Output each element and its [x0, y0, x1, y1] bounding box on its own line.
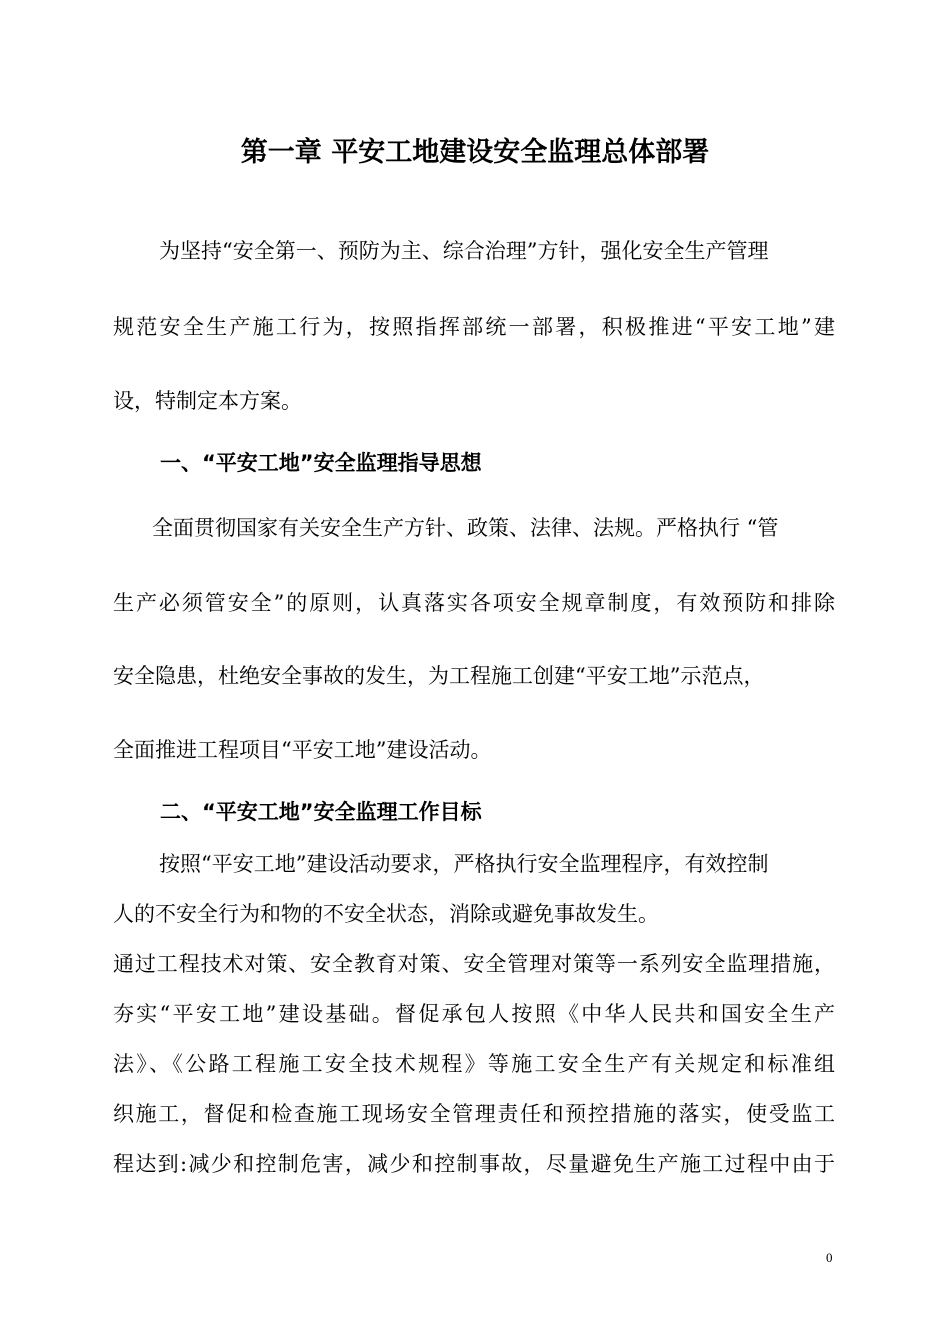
section-1-line-1: 全面贯彻国家有关安全生产方针、政策、法律、法规。严格执行 “管 [152, 516, 779, 540]
section-1-line-4: 全面推进工程项目“平安工地”建设活动。 [113, 738, 492, 762]
section-2-line-4: 夯实“平安工地”建设基础。督促承包人按照《中华人民共和国安全生产 [113, 1002, 835, 1026]
intro-line-3: 设，特制定本方案。 [113, 389, 302, 413]
section-1-line-3: 安全隐患，杜绝安全事故的发生，为工程施工创建“平安工地”示范点， [113, 664, 765, 688]
page-title: 第一章 平安工地建设安全监理总体部署 [240, 137, 710, 168]
section-2-line-5: 法》、《公路工程施工安全技术规程》等施工安全生产有关规定和标准组 [113, 1052, 835, 1076]
section-2-line-1: 按照“平安工地”建设活动要求，严格执行安全监理程序，有效控制 [159, 852, 769, 876]
intro-line-2: 规范安全生产施工行为，按照指挥部统一部署，积极推进“平安工地”建 [113, 315, 835, 339]
section-2-line-2: 人的不安全行为和物的不安全状态，消除或避免事故发生。 [113, 902, 659, 926]
section-2-heading: 二、“平安工地”安全监理工作目标 [160, 800, 482, 824]
section-2-line-6: 织施工，督促和检查施工现场安全管理责任和预控措施的落实，使受监工 [113, 1102, 835, 1126]
intro-line-1: 为坚持“安全第一、预防为主、综合治理”方针，强化安全生产管理 [159, 239, 769, 263]
section-1-line-2: 生产必须管安全”的原则，认真落实各项安全规章制度，有效预防和排除 [113, 591, 835, 615]
section-1-heading: 一、“平安工地”安全监理指导思想 [160, 451, 482, 475]
section-2-line-3: 通过工程技术对策、安全教育对策、安全管理对策等一系列安全监理措施， [113, 952, 835, 976]
section-2-line-7: 程达到:减少和控制危害，减少和控制事故，尽量避免生产施工过程中由于 [113, 1152, 835, 1176]
page-number: 0 [826, 1250, 833, 1265]
